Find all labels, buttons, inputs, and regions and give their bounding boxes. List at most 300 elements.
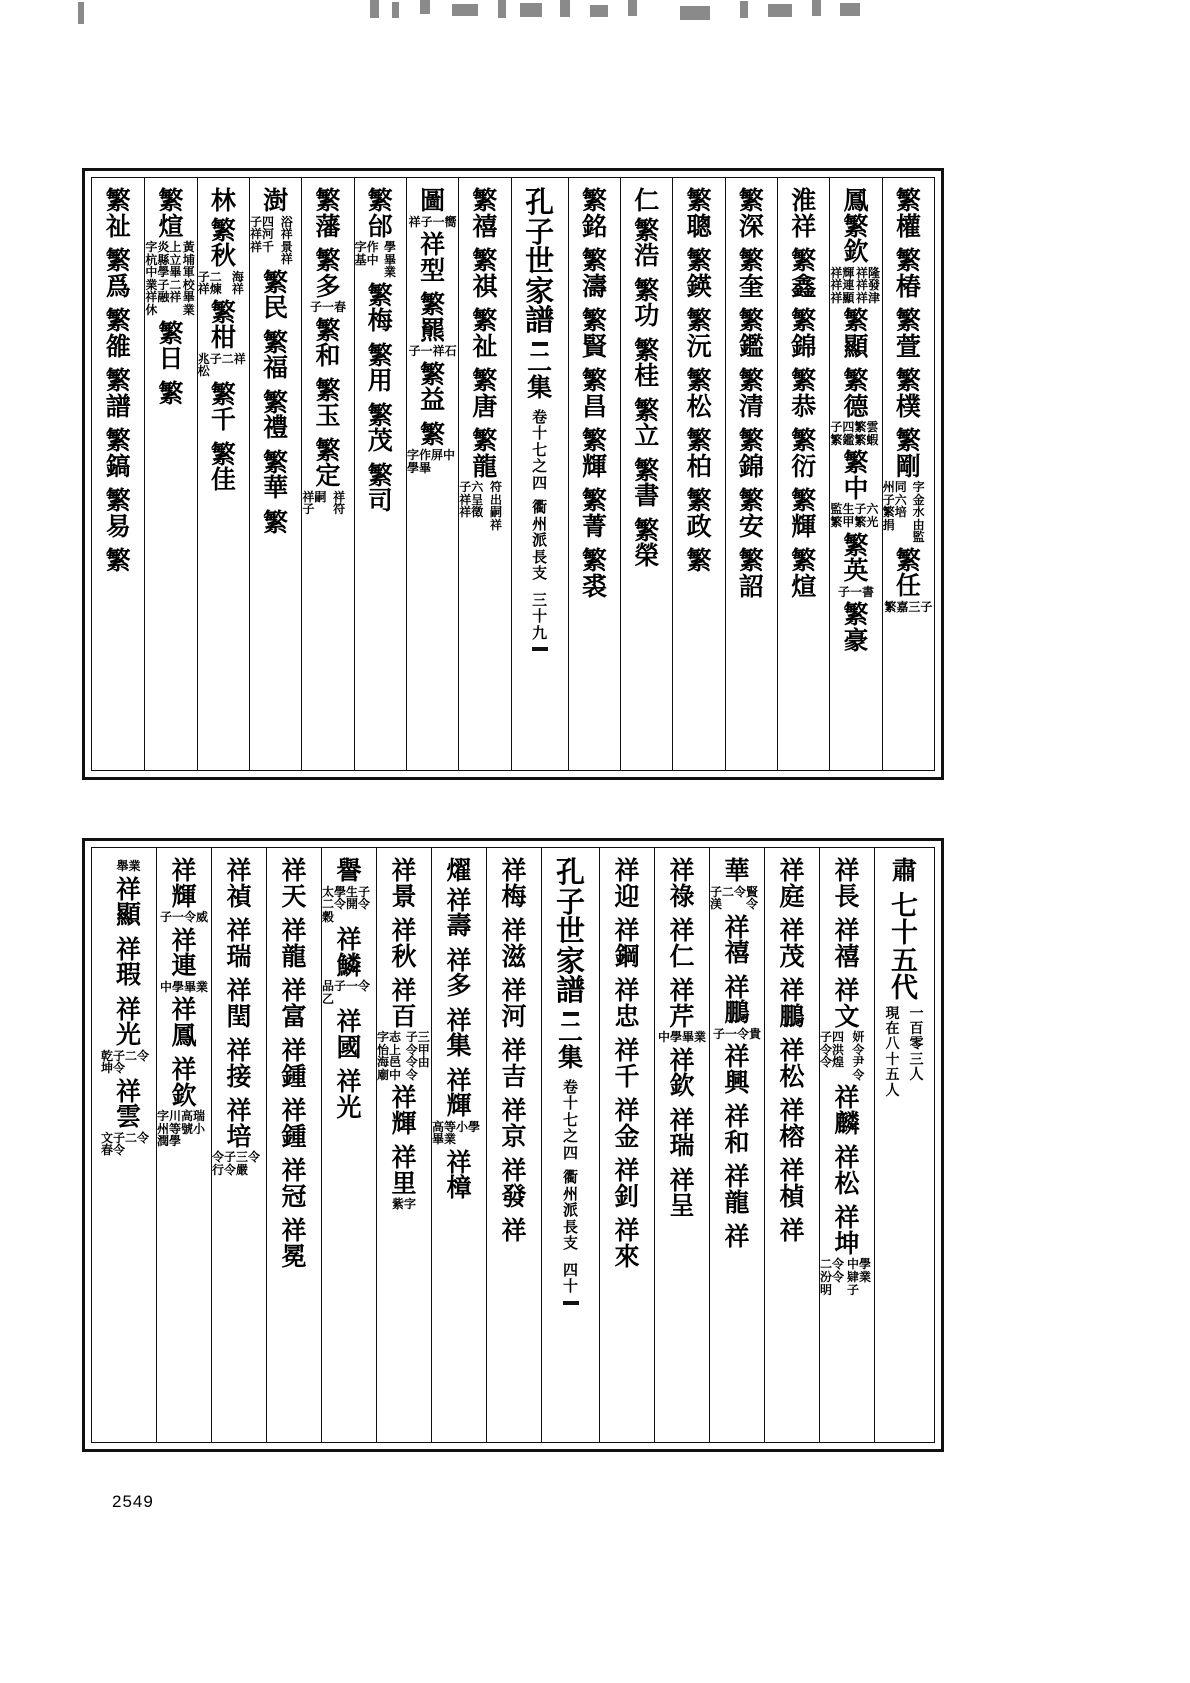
char: 衢 xyxy=(562,1168,578,1187)
char: 祥 xyxy=(446,945,472,975)
annotation-text: 海祥 xyxy=(231,269,244,297)
char: 爲 xyxy=(105,271,131,301)
char: 祉 xyxy=(105,211,131,241)
char: 祥 xyxy=(501,1216,527,1245)
annotation xyxy=(830,421,881,446)
char: 龍 xyxy=(281,941,307,971)
scan-artifact-strip xyxy=(0,0,1190,30)
annotation-text: 子三令甲令由令 xyxy=(405,1030,430,1082)
char: 繁 xyxy=(367,460,393,490)
char: 瑞 xyxy=(669,1131,695,1161)
char: 繁 xyxy=(686,546,712,575)
char: 松 xyxy=(779,1061,805,1091)
column-繁聰 xyxy=(672,178,724,770)
char: 繁 xyxy=(895,366,921,395)
char: 祿 xyxy=(669,881,695,911)
char: 祥 xyxy=(724,1042,750,1072)
char: 祥 xyxy=(420,230,446,260)
char: 恭 xyxy=(791,391,817,421)
name-stack xyxy=(830,188,881,653)
char: 繁 xyxy=(367,400,393,430)
annotation xyxy=(145,241,196,317)
char: 華 xyxy=(724,856,750,885)
annotation-text: 黃埔軍校畢業 xyxy=(182,240,195,317)
char: 長 xyxy=(532,547,548,566)
char: 繁 xyxy=(634,215,660,245)
char: 祥 xyxy=(669,1045,695,1075)
generation-header-column xyxy=(874,848,934,1442)
char: 茂 xyxy=(779,941,805,971)
annotation-text: 監生子六繁甲繁光 xyxy=(830,502,879,530)
char: 祥 xyxy=(834,1083,860,1113)
char: 祥 xyxy=(115,994,141,1024)
generation-label xyxy=(891,890,918,1005)
char: 繁 xyxy=(210,439,236,469)
column-祥梅 xyxy=(486,848,541,1442)
annotation xyxy=(713,1028,761,1041)
char: 榕 xyxy=(779,1121,805,1151)
char: 繁 xyxy=(581,426,607,455)
name-stack xyxy=(634,188,659,569)
panel-top-inner-border xyxy=(91,177,935,771)
char: 繁 xyxy=(315,315,341,345)
char: 光 xyxy=(336,1092,362,1122)
column-繁深 xyxy=(725,178,777,770)
annotation-text: 賢令 xyxy=(746,884,759,912)
annotation-text: 祥子一嚮 xyxy=(408,214,457,229)
char: 祥 xyxy=(336,1007,362,1037)
char: 繁 xyxy=(738,546,764,575)
column-祥長 xyxy=(819,848,874,1442)
char: 繁 xyxy=(367,186,393,215)
char: 繁 xyxy=(634,275,660,305)
char: 繁 xyxy=(686,246,712,275)
char: 聰 xyxy=(686,211,712,241)
char: 中 xyxy=(843,473,869,503)
char: 派 xyxy=(532,531,548,550)
char: 繁 xyxy=(420,290,446,320)
char: 福 xyxy=(263,353,289,383)
char: 鳳 xyxy=(843,186,869,215)
char: 衢 xyxy=(532,498,548,517)
char: 百 xyxy=(909,1021,924,1038)
char: 支 xyxy=(532,564,548,583)
annotation xyxy=(302,491,353,516)
annotation xyxy=(250,216,301,266)
char: 祉 xyxy=(472,331,498,361)
char: 繁 xyxy=(843,530,869,560)
char: 欽 xyxy=(669,1071,695,1101)
char: 淮 xyxy=(791,186,817,215)
annotation-text: 子一書 xyxy=(838,584,875,599)
char: 鱗 xyxy=(336,950,362,980)
name-stack xyxy=(658,858,706,1219)
char: 剛 xyxy=(895,451,921,481)
char: 繁 xyxy=(738,366,764,395)
annotation xyxy=(355,241,406,279)
column-祥庭 xyxy=(764,848,819,1442)
name-stack xyxy=(377,858,431,1211)
char: 千 xyxy=(210,405,236,435)
char: 五 xyxy=(891,945,918,977)
char: 錦 xyxy=(738,451,764,481)
char: 祥 xyxy=(669,1105,695,1135)
char: 子 xyxy=(555,884,585,919)
column-祥景 xyxy=(376,848,431,1442)
column-祥禎 xyxy=(211,848,266,1442)
char: 譜 xyxy=(525,303,555,338)
char: 型 xyxy=(420,255,446,285)
char: 松 xyxy=(834,1168,860,1198)
char: 繁 xyxy=(472,426,498,455)
char: 卷 xyxy=(532,407,548,426)
char: 祥 xyxy=(669,1165,695,1195)
column-澍繁 xyxy=(249,178,301,770)
title-rule xyxy=(563,1012,579,1016)
char: 繁 xyxy=(315,435,341,465)
char: 禎 xyxy=(226,881,252,911)
annotation-text: 州同子六繁培捐 xyxy=(882,480,907,532)
annotation-text: 中學肄業子 xyxy=(847,1257,872,1297)
annotation xyxy=(409,216,457,229)
char: 繁 xyxy=(210,379,236,409)
annotation xyxy=(310,301,346,314)
annotation-text: 字炎上杭縣立中學畢業子二祥融祥休 xyxy=(145,240,182,317)
char: 祥 xyxy=(724,1102,750,1132)
char: 祥 xyxy=(171,995,197,1025)
char: 七 xyxy=(891,890,918,922)
name-stack xyxy=(145,188,196,406)
annotation-text: 祥隆祥發祥津 xyxy=(856,265,881,305)
char: 仁 xyxy=(634,186,660,215)
char: 祥 xyxy=(501,1096,527,1125)
char: 裘 xyxy=(581,571,607,601)
char: 邰 xyxy=(367,211,393,241)
column-祥迎 xyxy=(599,848,654,1442)
char: 繁 xyxy=(315,246,341,275)
volume-label xyxy=(563,1079,578,1162)
char: 祥 xyxy=(391,1143,417,1173)
char: 羆 xyxy=(420,315,446,345)
char: 深 xyxy=(738,211,764,241)
char: 安 xyxy=(738,511,764,541)
char: 榮 xyxy=(634,541,660,570)
annotation xyxy=(407,449,458,474)
char: 鑑 xyxy=(738,331,764,361)
char: 祥 xyxy=(281,1036,307,1065)
char: 零 xyxy=(909,1036,924,1053)
char: 祥 xyxy=(115,934,141,964)
column-祥顯 xyxy=(101,848,156,1442)
char: 繁 xyxy=(158,318,184,348)
panel-bottom-inner-border xyxy=(91,847,935,1443)
char: 代 xyxy=(891,973,918,1005)
char: 二 xyxy=(557,1017,583,1047)
char: 繁 xyxy=(105,186,131,215)
column-繁邰 xyxy=(354,178,406,770)
char: 州 xyxy=(562,1184,578,1203)
char: 七 xyxy=(562,1110,578,1129)
char: 祥 xyxy=(226,856,252,885)
char: 禮 xyxy=(263,413,289,443)
char: 祥 xyxy=(281,1156,307,1185)
char: 沅 xyxy=(686,331,712,361)
name-stack xyxy=(212,858,266,1176)
char: 繁 xyxy=(581,186,607,215)
char: 之 xyxy=(562,1127,578,1146)
char: 繁 xyxy=(105,366,131,395)
char: 禧 xyxy=(472,211,498,241)
char: 繁 xyxy=(895,426,921,455)
char: 繁 xyxy=(420,419,446,449)
char: 發 xyxy=(501,1181,527,1211)
char: 三 xyxy=(909,1051,924,1068)
panel-bottom-title-column xyxy=(541,848,599,1442)
page-rule xyxy=(563,1301,579,1305)
char: 繁 xyxy=(105,426,131,455)
char: 日 xyxy=(158,344,184,374)
char: 吉 xyxy=(501,1061,527,1091)
char: 譜 xyxy=(555,973,585,1008)
char: 繁 xyxy=(158,186,184,215)
char: 孔 xyxy=(525,185,555,219)
annotation-text: 子二令渼 xyxy=(710,884,747,912)
char: 繁 xyxy=(581,546,607,575)
char: 祺 xyxy=(472,271,498,301)
column-繁禧 xyxy=(458,178,510,770)
char: 在 xyxy=(885,1021,900,1038)
char: 藩 xyxy=(315,211,341,241)
annotation-text: 太學生子二令開令穀 xyxy=(322,884,371,924)
char: 多 xyxy=(315,271,341,301)
char: 連 xyxy=(171,951,197,981)
column-繁藩 xyxy=(301,178,353,770)
char: 繁 xyxy=(738,186,764,215)
char: 富 xyxy=(281,1001,307,1031)
char: 繁 xyxy=(634,515,660,545)
char: 雲 xyxy=(115,1102,141,1132)
char: 坤 xyxy=(834,1228,860,1258)
name-stack xyxy=(820,858,874,1296)
char: 鵬 xyxy=(779,1001,805,1031)
char: 十 xyxy=(562,1277,578,1296)
annotation-text: 乾子二令坤令 xyxy=(101,1048,150,1076)
char: 祥 xyxy=(226,1096,252,1125)
char: 樟 xyxy=(446,1173,472,1203)
name-stack xyxy=(614,858,639,1269)
annotation-text: 子二祥煉 xyxy=(197,269,222,297)
char: 圖 xyxy=(420,186,446,215)
char: 和 xyxy=(724,1127,750,1157)
char: 樸 xyxy=(895,391,921,421)
char: 繁 xyxy=(843,211,869,241)
annotation xyxy=(101,1050,156,1075)
char: 釗 xyxy=(614,1181,640,1211)
annotation xyxy=(101,1132,156,1157)
char: 楨 xyxy=(779,1181,805,1211)
panel-bottom-columns xyxy=(92,848,934,1442)
char: 鳳 xyxy=(171,1020,197,1050)
char: 現 xyxy=(885,1005,900,1022)
char: 支 xyxy=(562,1234,578,1253)
char: 繁 xyxy=(210,297,236,327)
char: 柏 xyxy=(686,451,712,481)
char: 禧 xyxy=(724,938,750,968)
char: 繁 xyxy=(105,246,131,275)
char: 書 xyxy=(634,481,660,510)
annotation-text: 文子二令春令 xyxy=(101,1130,150,1158)
annotation xyxy=(830,503,881,528)
generation-counts xyxy=(886,1007,924,1099)
annotation xyxy=(198,271,249,296)
char: 鵬 xyxy=(724,998,750,1028)
char: 佳 xyxy=(210,465,236,495)
char: 祥 xyxy=(834,916,860,945)
name-stack xyxy=(779,858,804,1244)
name-stack xyxy=(250,188,301,535)
char: 祥 xyxy=(281,1096,307,1125)
char: 卷 xyxy=(562,1077,578,1096)
char: 祥 xyxy=(391,856,417,885)
char: 長 xyxy=(834,881,860,911)
char: 祥 xyxy=(281,976,307,1005)
char: 集 xyxy=(527,373,553,403)
count-total xyxy=(910,1007,924,1099)
annotation xyxy=(198,353,249,378)
char: 濤 xyxy=(581,271,607,301)
char: 譜 xyxy=(105,391,131,421)
annotation-text: 繁嘉三子 xyxy=(884,599,933,614)
char: 萱 xyxy=(895,331,921,361)
char: 祥 xyxy=(724,1162,750,1192)
char: 繁 xyxy=(420,359,446,389)
char: 繁 xyxy=(105,306,131,335)
annotation-text: 祥嗣子 xyxy=(302,489,327,517)
char: 功 xyxy=(634,301,660,330)
char: 繁 xyxy=(791,546,817,575)
name-stack xyxy=(322,858,376,1120)
name-stack xyxy=(501,858,526,1244)
char: 易 xyxy=(105,511,131,541)
char: 禧 xyxy=(834,941,860,971)
char: 祥 xyxy=(501,856,527,885)
column-華祥 xyxy=(709,848,764,1442)
char: 世 xyxy=(525,244,555,279)
char: 鋼 xyxy=(614,941,640,971)
annotation xyxy=(838,586,874,599)
char: 繁 xyxy=(791,486,817,515)
char: 七 xyxy=(532,440,548,459)
char: 麟 xyxy=(834,1108,860,1138)
char: 祥 xyxy=(501,916,527,945)
char: 桂 xyxy=(634,361,660,390)
annotation-text: 令子三令行令嚴 xyxy=(212,1150,261,1177)
char: 冠 xyxy=(281,1181,307,1211)
char: 州 xyxy=(532,514,548,533)
name-stack xyxy=(101,858,156,1157)
name-stack xyxy=(157,858,211,1148)
char: 繁 xyxy=(158,378,184,408)
char: 祥 xyxy=(834,856,860,885)
char: 壽 xyxy=(446,911,472,940)
char: 繁 xyxy=(843,448,869,478)
char: 龍 xyxy=(724,1187,750,1217)
char: 繁 xyxy=(791,246,817,275)
char: 祥 xyxy=(446,885,472,915)
char: 祥 xyxy=(724,972,750,1002)
annotation-text: 子六祥呈祥徵 xyxy=(459,480,484,520)
char: 玉 xyxy=(315,401,341,431)
char: 華 xyxy=(263,473,289,503)
char: 培 xyxy=(226,1121,252,1151)
annotation xyxy=(392,1198,416,1211)
char: 繁 xyxy=(472,186,498,215)
annotation-text: 子一令貴 xyxy=(712,1026,761,1041)
char: 祥 xyxy=(115,874,141,904)
char: 繁 xyxy=(263,267,289,297)
column-繁煊 xyxy=(144,178,196,770)
char: 祥 xyxy=(281,1216,307,1245)
char: 定 xyxy=(315,461,341,491)
char: 祥 xyxy=(779,1156,805,1185)
annotation-text: 子一春 xyxy=(309,300,346,314)
char: 梅 xyxy=(367,306,393,336)
annotation-text: 品子一令乙 xyxy=(322,979,371,1006)
char: 松 xyxy=(686,391,712,421)
char: 天 xyxy=(281,881,307,911)
branch-label xyxy=(563,1169,578,1252)
name-stack xyxy=(355,188,406,514)
annotation xyxy=(322,980,376,1005)
char: 繁 xyxy=(791,306,817,335)
char: 文 xyxy=(834,1001,860,1031)
char: 祥 xyxy=(669,856,695,885)
char: 呈 xyxy=(669,1191,695,1221)
char: 孔 xyxy=(555,855,585,889)
char: 祥 xyxy=(614,976,640,1005)
char: 繁 xyxy=(263,507,289,537)
column-祥鱗 xyxy=(321,848,376,1442)
char: 金 xyxy=(614,1121,640,1151)
char: 祥 xyxy=(614,1096,640,1125)
annotation-text: 祥輝祥連祥顯 xyxy=(830,265,855,305)
char: 繁 xyxy=(791,366,817,395)
char: 祥 xyxy=(501,1156,527,1185)
volume-label xyxy=(532,409,547,492)
branch-label xyxy=(532,499,547,582)
annotation-text: 紫字 xyxy=(391,1197,416,1212)
char: 銘 xyxy=(581,211,607,241)
char: 繁 xyxy=(895,306,921,335)
annotation xyxy=(160,981,208,994)
char: 鍾 xyxy=(281,1121,307,1151)
char: 祥 xyxy=(779,916,805,945)
annotation xyxy=(377,1031,431,1081)
char: 政 xyxy=(686,511,712,541)
char: 繁 xyxy=(105,546,131,575)
panel-top-columns xyxy=(92,178,934,770)
char: 繁 xyxy=(105,486,131,515)
annotation xyxy=(212,1151,266,1176)
char: 德 xyxy=(843,391,869,421)
char: 庭 xyxy=(779,881,805,911)
annotation-text: 子四祥河祥千 xyxy=(250,214,275,254)
char: 四 xyxy=(562,1143,578,1162)
char: 集 xyxy=(446,1031,472,1060)
book-title xyxy=(525,185,555,338)
char: 繁 xyxy=(634,395,660,425)
annotation-text: 字金水由監 xyxy=(912,480,925,545)
